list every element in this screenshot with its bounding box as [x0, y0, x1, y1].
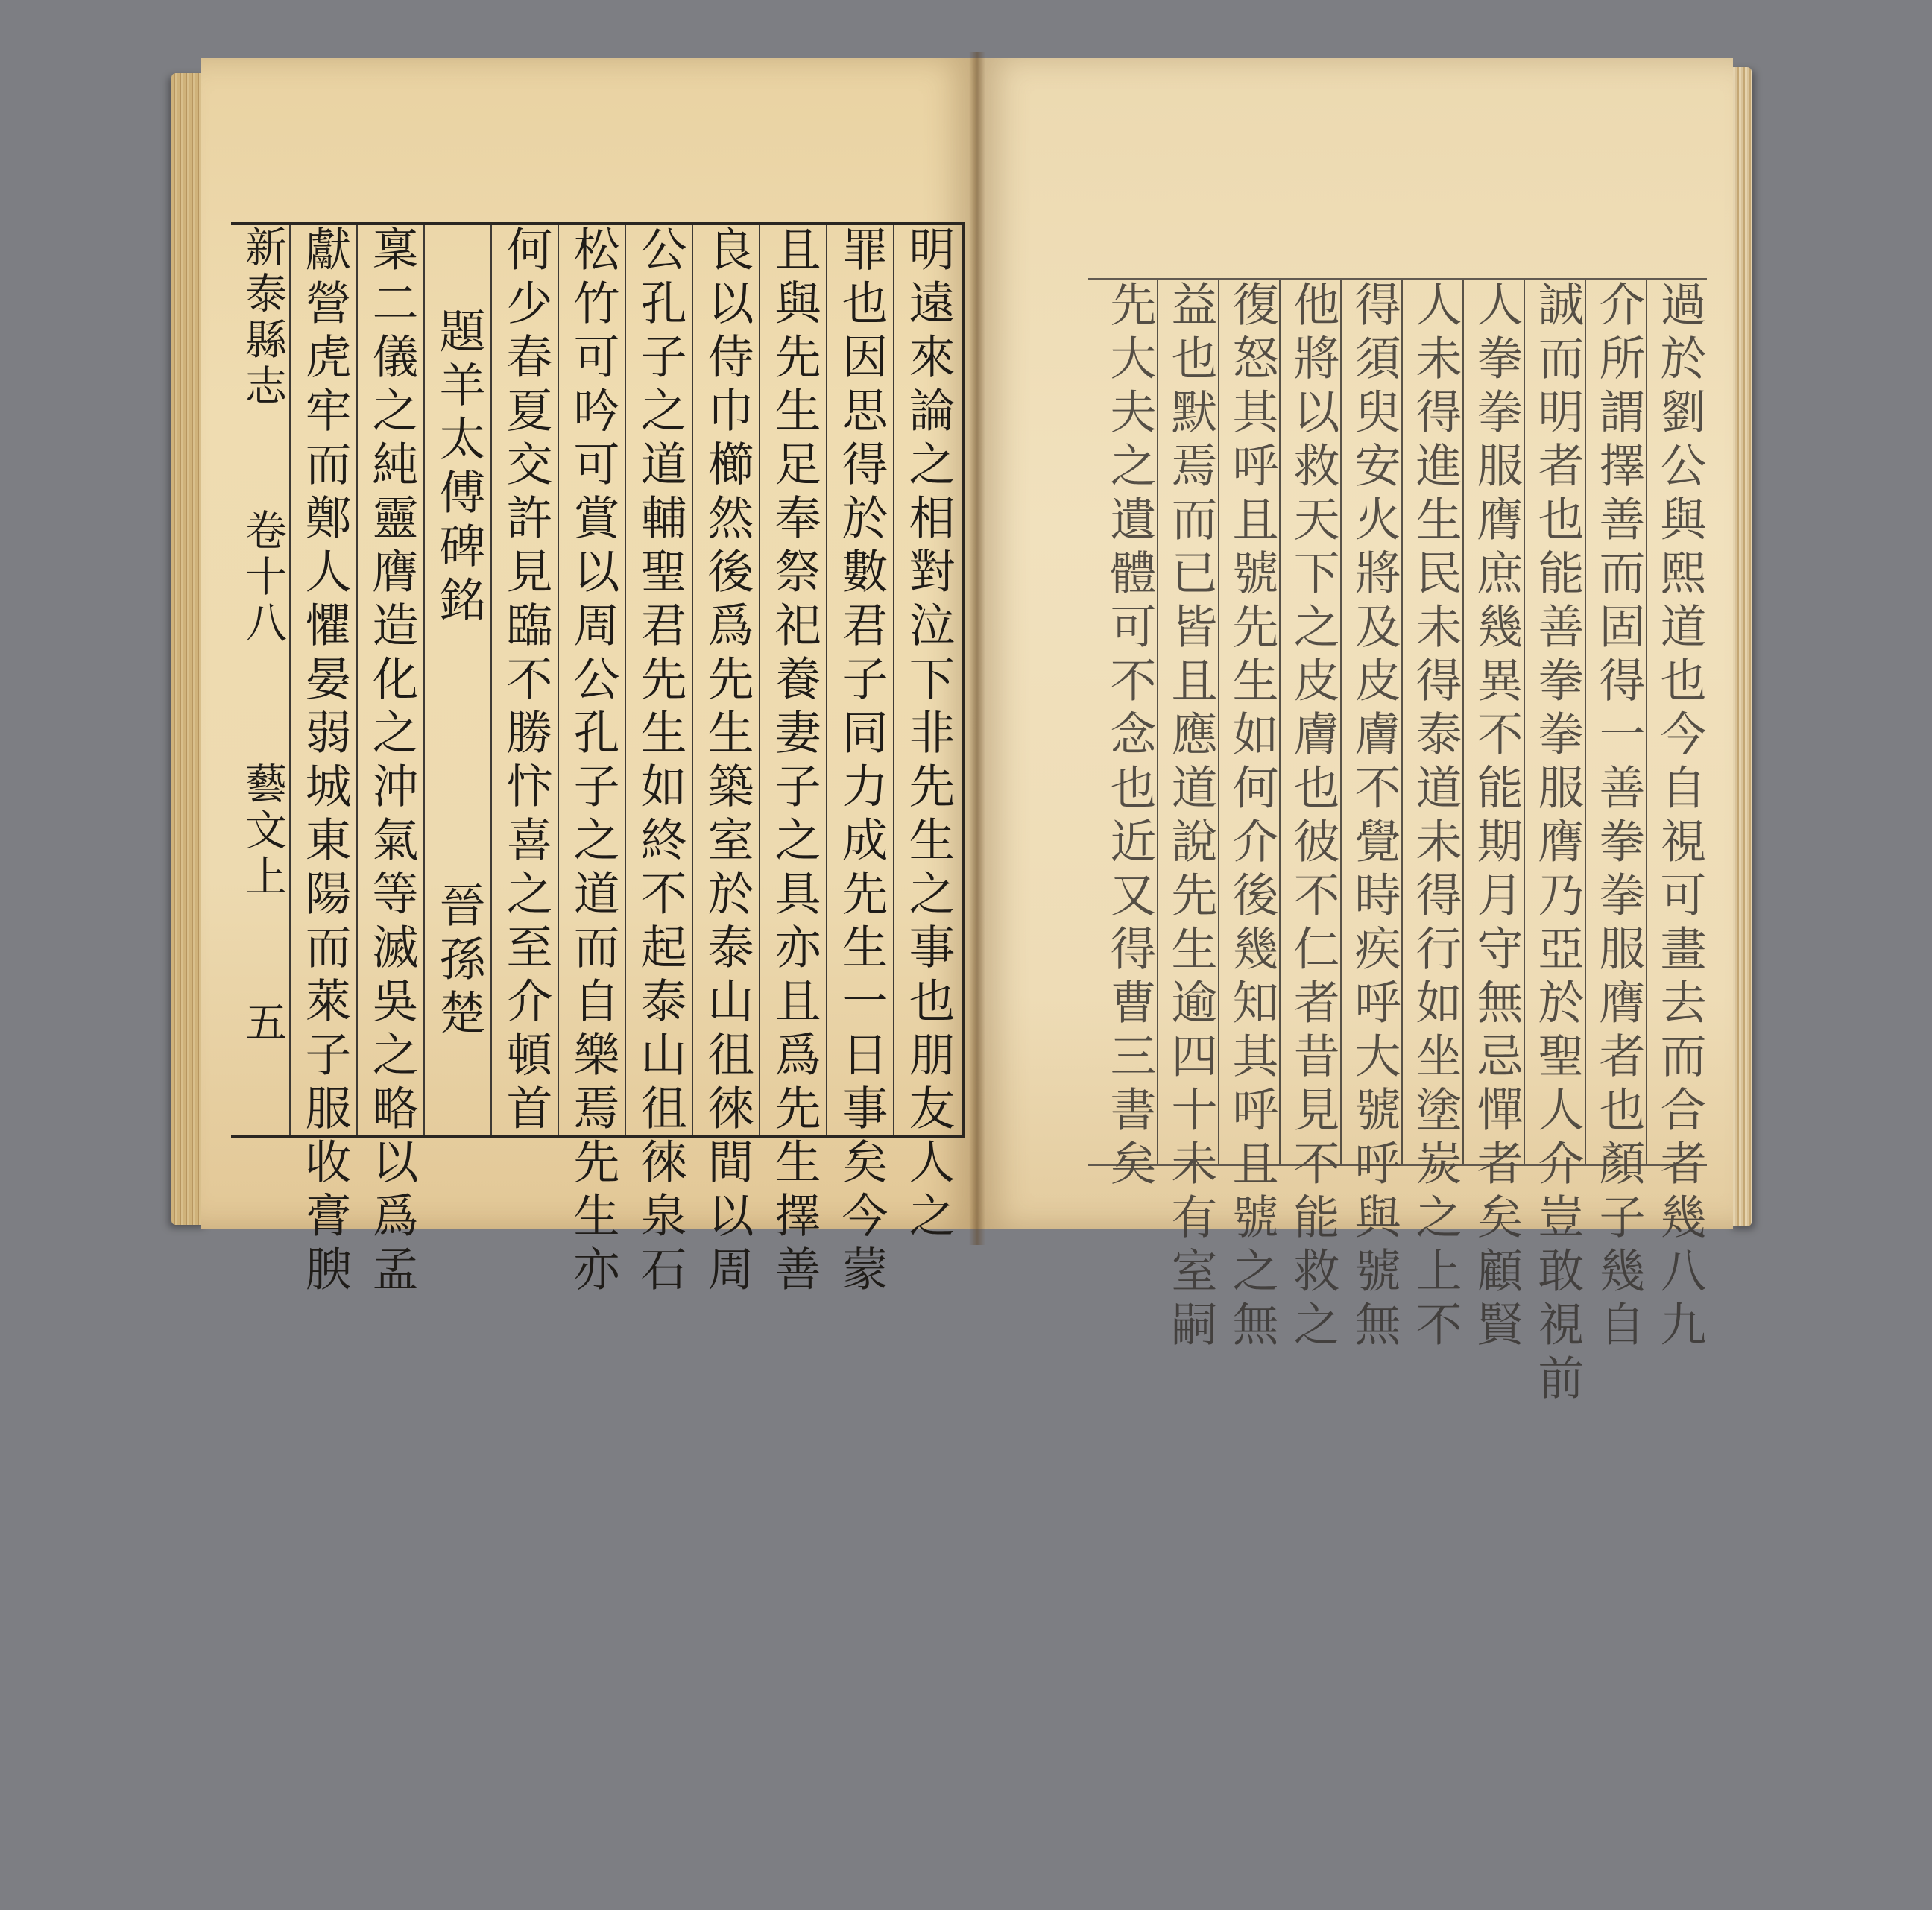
- column-rule: [1646, 280, 1647, 1164]
- right-column-7: 他將以救天下之皮膚也彼不仁者昔見不能救之: [1286, 280, 1340, 1354]
- right-column-10: 先大夫之遺體可不念也近又得曹三書矣: [1102, 280, 1157, 1193]
- book-gutter: [969, 52, 985, 1245]
- margin-page-number: 五: [239, 1000, 287, 1047]
- column-rule: [1524, 280, 1525, 1164]
- margin-book-title: 新泰縣志: [239, 225, 287, 410]
- column-rule: [1157, 280, 1158, 1164]
- right-column-2: 介所謂擇善而固得一善拳拳服膺者也顏子幾自: [1591, 280, 1646, 1354]
- column-rule: [356, 225, 358, 1135]
- column-rule: [289, 225, 291, 1135]
- left-column-4: 良以侍巾櫛然後爲先生築室於泰山徂徠間以周: [700, 225, 754, 1299]
- column-rule: [692, 225, 693, 1135]
- column-rule: [1218, 280, 1219, 1164]
- column-rule: [1462, 280, 1464, 1164]
- left-column-6: 松竹可吟可賞以周公孔子之道而自樂焉先生亦: [566, 225, 620, 1299]
- margin-juan: 卷十八: [239, 508, 287, 647]
- inscription-title: 題羊太傅碑銘: [432, 307, 486, 629]
- open-book: [171, 52, 1752, 1408]
- right-column-5: 人未得進生民未得泰道未得行如坐塗炭之上不: [1408, 280, 1462, 1354]
- right-column-9: 益也默焉而已皆且應道說先生逾四十未有室嗣: [1164, 280, 1218, 1354]
- left-column-1: 明遠來論之相對泣下非先生之事也朋友人之: [901, 225, 956, 1245]
- left-column-7: 何少春夏交許見臨不勝忭喜之至介頓首: [499, 225, 553, 1138]
- column-rule: [1279, 280, 1281, 1164]
- column-rule: [490, 225, 492, 1135]
- left-column-8: 稟二儀之純靈膺造化之沖氣等滅吳之略以爲孟: [364, 225, 419, 1299]
- right-page: [976, 58, 1733, 1408]
- left-text-block: [231, 222, 965, 1299]
- left-column-3: 且與先生足奉祭祀養妻子之具亦且爲先生擇善: [767, 225, 821, 1299]
- right-column-1: 過於劉公與熙道也今自視可畫去而合者幾八九: [1652, 280, 1707, 1354]
- column-rule: [759, 225, 760, 1135]
- column-rule: [1340, 280, 1342, 1164]
- left-column-5: 公孔子之道輔聖君先生如終不起泰山徂徠泉石: [633, 225, 687, 1299]
- right-text-block: [1088, 278, 1707, 1408]
- right-column-8: 復怒其呼且號先生如何介後幾知其呼且號之無: [1225, 280, 1279, 1354]
- column-rule: [1585, 280, 1586, 1164]
- column-rule: [893, 225, 894, 1135]
- column-rule: [423, 225, 425, 1135]
- right-column-6: 得須臾安火將及皮膚不覺時疾呼大號呼與號無: [1347, 280, 1401, 1354]
- column-rule: [826, 225, 827, 1135]
- left-column-2: 罪也因思得於數君子同力成先生一日事矣今蒙: [834, 225, 888, 1299]
- left-page: [201, 58, 976, 1299]
- author-name: 晉孫楚: [432, 881, 486, 1042]
- right-column-4: 人拳拳服膺庶幾異不能期月守無忌憚者矣顧賢: [1469, 280, 1524, 1354]
- column-rule: [1401, 280, 1403, 1164]
- column-rule: [558, 225, 559, 1135]
- right-column-3: 誠而明者也能善拳拳服膺乃亞於聖人介豈敢視前: [1530, 280, 1585, 1408]
- left-column-9: 獻營虎牢而鄭人懼晏弱城東陽而萊子服收膏腴: [297, 225, 352, 1299]
- margin-section: 藝文上: [239, 762, 287, 901]
- column-rule: [625, 225, 626, 1135]
